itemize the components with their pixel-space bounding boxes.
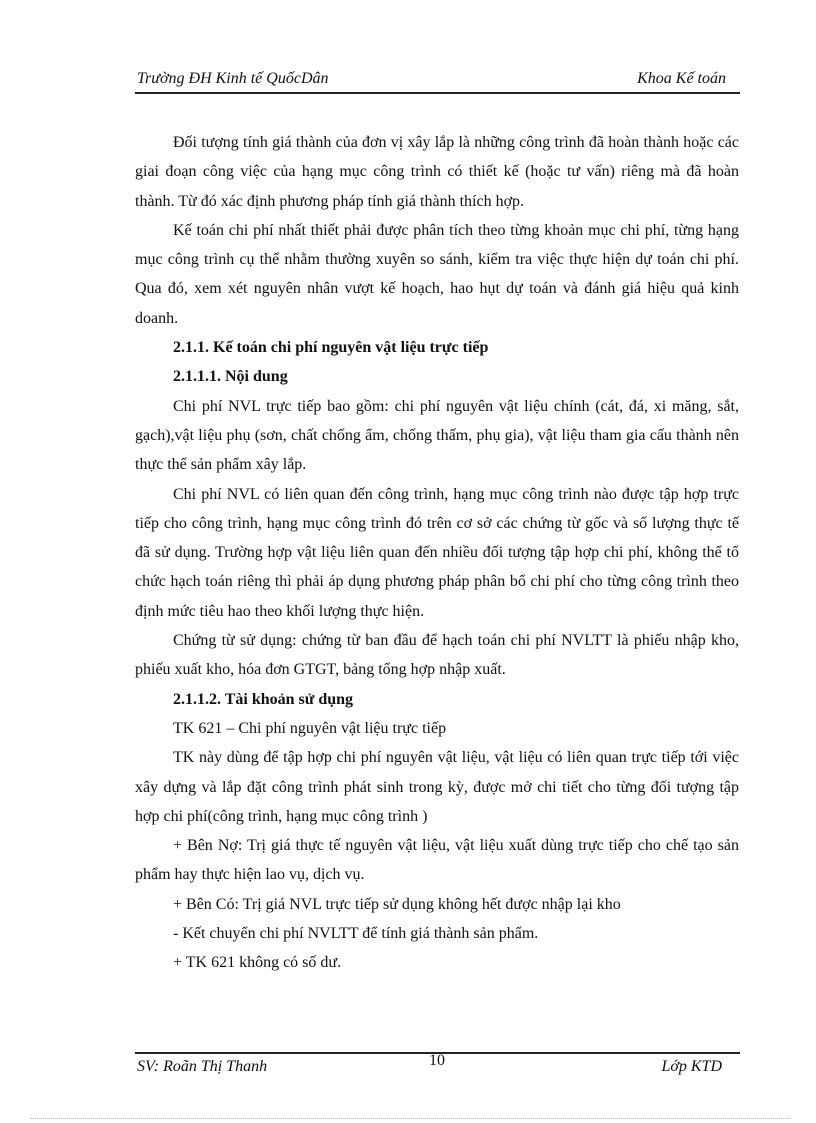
page-header: [135, 68, 740, 94]
document-body: [135, 128, 739, 978]
student-name: SV: Roãn Thị Thanh: [137, 1058, 268, 1075]
paragraph-10: - Kết chuyển chi phí NVLTT để tính giá thành sản phẩm.: [173, 925, 539, 943]
paragraph-6: TK 621 – Chi phí nguyên vật liệu trực tiếp: [173, 719, 447, 737]
faculty-name: Khoa Kế toán: [637, 70, 726, 87]
university-name: Trường ĐH Kinh tế QuốcDân: [137, 70, 329, 87]
paragraph-4: Chi phí NVL có liên quan đến công trình, hạng mục công trình nào được tập hợp trực tiếp cho công trình, hạng mục công trình đó trên cơ sở các chứng từ gốc và số lượng thực tế đã sử dụng. Trường hợp vật liệu liên quan đến nhiều đối tượng tập hợp chi phí, không thể tổ chức hạch toán riêng thì phải áp dụng phương pháp phân bổ chi phí cho từng công trình theo định mức tiêu hao theo khối lượng thực hiện.: [135, 485, 739, 620]
page-footer: [135, 1052, 740, 1082]
page-number: 10: [429, 1052, 445, 1069]
paragraph-2: Kế toán chi phí nhất thiết phải được phân tích theo từng khoản mục chi phí, từng hạng mục công trình cụ thể nhằm thường xuyên so sánh, kiểm tra việc thực hiện dự toán chi phí. Qua đó, xem xét nguyên nhân vượt kế hoạch, hao hụt dự toán và đánh giá hiệu quả kinh doanh.: [135, 221, 739, 327]
class-name: Lớp KTD: [661, 1058, 722, 1075]
paragraph-3: Chi phí NVL trực tiếp bao gồm: chi phí nguyên vật liệu chính (cát, đá, xi măng, sắt, gạch),vật liệu phụ (sơn, chất chống ẩm, chống thấm, phụ gia), vật liệu tham gia cấu thành nên thực thể sản phẩm xây lắp.: [135, 397, 739, 474]
paragraph-9: + Bên Có: Trị giá NVL trực tiếp sử dụng không hết được nhập lại kho: [173, 895, 621, 913]
subsection-heading-account: 2.1.1.2. Tài khoản sử dụng: [173, 690, 354, 708]
paragraph-11: + TK 621 không có số dư.: [173, 954, 342, 972]
page-edge-divider: [30, 1118, 790, 1119]
paragraph-1: Đối tượng tính giá thành của đơn vị xây lắp là những công trình đã hoàn thành hoặc các giai đoạn công việc của hạng mục công trình có thiết kế (hoặc tư vấn) riêng mà đã hoàn thành. Từ đó xác định phương pháp tính giá thành thích hợp.: [135, 134, 739, 210]
section-heading: 2.1.1. Kế toán chi phí nguyên vật liệu trực tiếp: [173, 339, 489, 357]
subsection-heading-content: 2.1.1.1. Nội dung: [173, 368, 288, 386]
paragraph-5: Chứng từ sử dụng: chứng từ ban đầu để hạch toán chi phí NVLTT là phiếu nhập kho, phiếu xuất kho, hóa đơn GTGT, bảng tổng hợp nhập xuất.: [135, 632, 739, 679]
paragraph-8: + Bên Nợ: Trị giá thực tế nguyên vật liệu, vật liệu xuất dùng trực tiếp cho chế tạo sản phẩm hay thực hiện lao vụ, dịch vụ.: [135, 837, 739, 884]
paragraph-7: TK này dùng để tập hợp chi phí nguyên vật liệu, vật liệu có liên quan trực tiếp tới việc xây dựng và lắp đặt công trình phát sinh trong kỳ, được mở chi tiết cho từng đối tượng tập hợp chi phí(công trình, hạng mục công trình ): [135, 749, 739, 825]
